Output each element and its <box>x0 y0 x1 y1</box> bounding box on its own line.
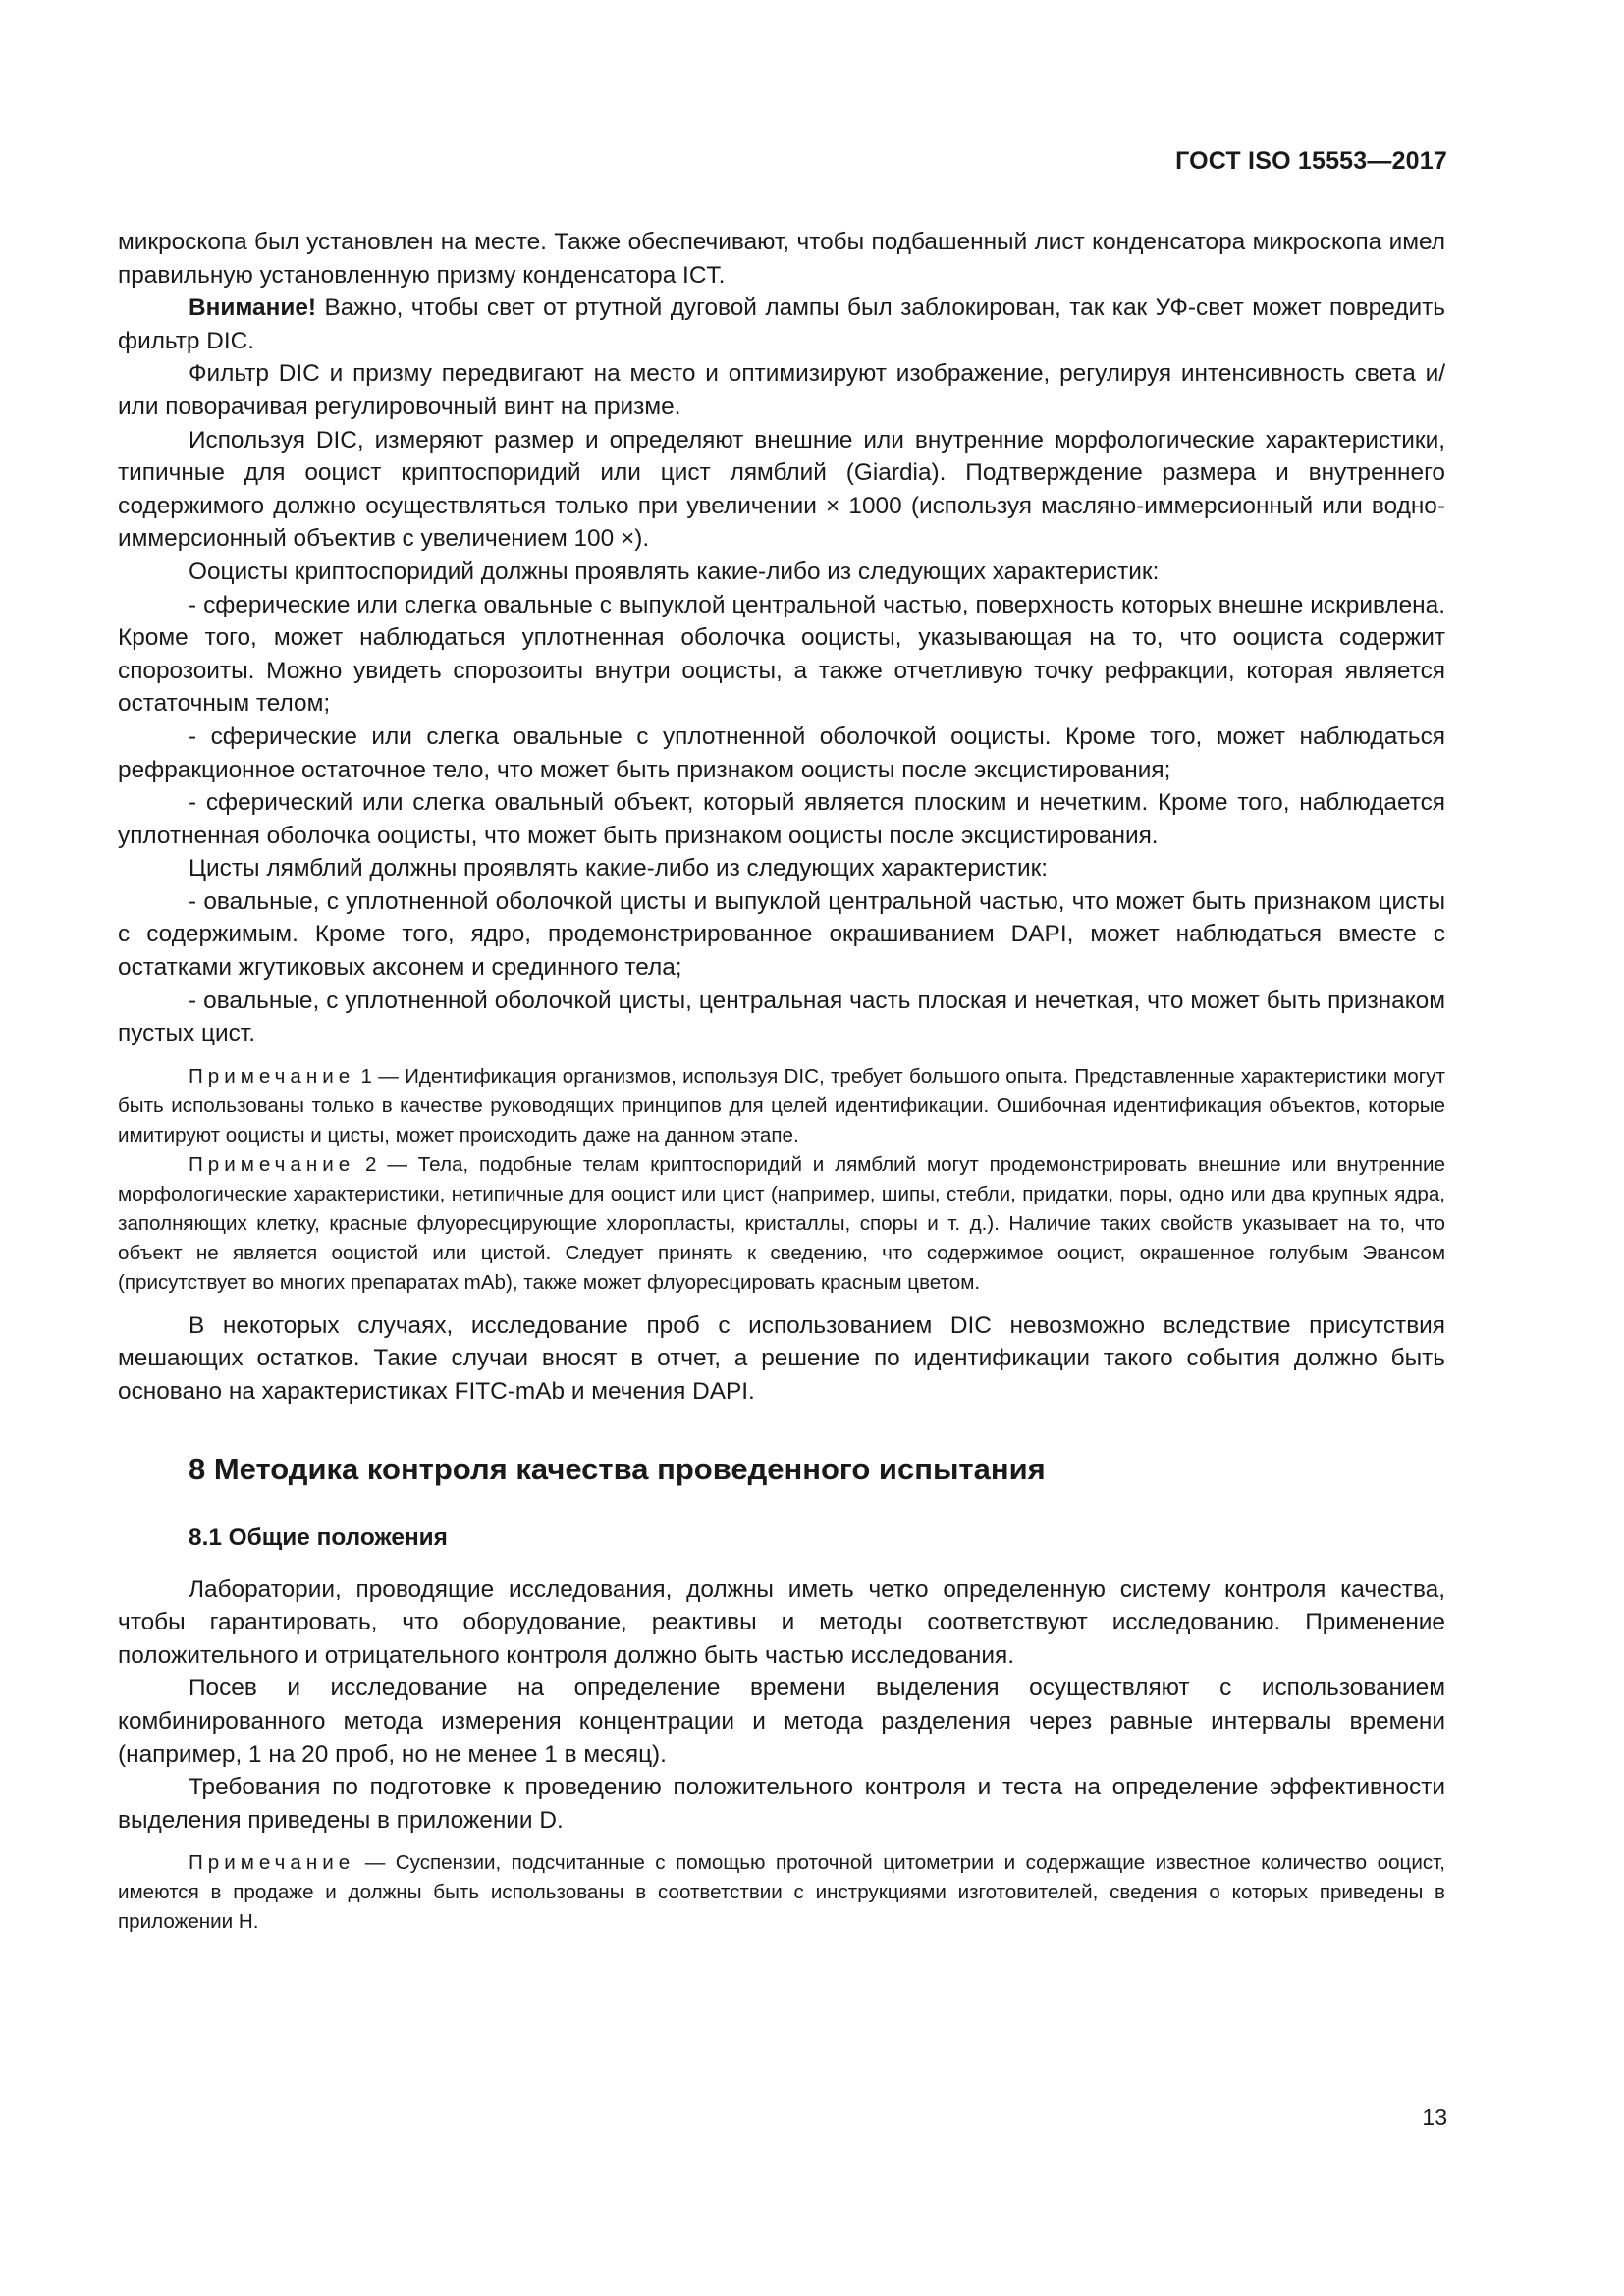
note-suspensions-label: Примечание <box>189 1851 355 1875</box>
page-content <box>118 226 1445 1937</box>
paragraph-cyst-intro: Цисты лямблий должны проявлять какие-либо из следующих характеристик: <box>189 855 1049 882</box>
list-item-oocyst-3: - сферический или слегка овальный объект, который является плоским и нечетким. Кроме того, наблюдается уплотненная оболочка ооцисты, что может быть признаком ооцисты после эксцистирования. <box>118 789 1445 849</box>
note-2-text: 2 — Тела, подобные телам криптоспоридий и лямблий могут продемонстрировать внешние или внутренние морфологические характеристики, нетипичные для ооцист или цист (например, шипы, стебли, придатки, поры, одно или два крупных ядра, заполняющих клетку, красные флуоресцирующие хлоропласты, кристаллы, споры и т. д.). Наличие таких свойств указывает на то, что объект не является ооцистой или цистой. Следует принять к сведению, что содержимое ооцист, окрашенное голубым Эвансом (присутствует во многих препаратах mAb), также может флуоресцировать красным цветом. <box>118 1152 1445 1294</box>
section-8-title: 8 Методика контроля качества проведенного испытания <box>189 1451 1046 1486</box>
list-item-cyst-1: - овальные, с уплотненной оболочкой цисты и выпуклой центральной частью, что может быть признаком цисты с содержимым. Кроме того, ядро, продемонстрированное окрашиванием DAPI, может наблюдаться вместе с остатками жгутиковых аксонем и срединного тела; <box>118 887 1445 982</box>
paragraph-labs: Лаборатории, проводящие исследования, должны иметь четко определенную систему контроля качества, чтобы гарантировать, что оборудование, реактивы и методы соответствуют исследованию. Применение положительного и отрицательного контроля должно быть частью исследования. <box>118 1575 1445 1669</box>
note-1 <box>118 1062 1445 1150</box>
list-item-oocyst-1: - сферические или слегка овальные с выпуклой центральной частью, поверхность которых внешне искривлена. Кроме того, может наблюдаться уплотненная оболочка ооцисты, указывающая на то, что ооциста содержит спорозоиты. Можно увидеть спорозоиты внутри ооцисты, а также отчетливую точку рефракции, которая является остаточным телом; <box>118 591 1445 718</box>
note-2-label: Примечание <box>189 1152 355 1176</box>
note-suspensions-text: — Суспензии, подсчитанные с помощью проточной цитометрии и содержащие известное количество ооцист, имеются в продаже и должны быть использованы в соответствии с инструкциями изготовителей, сведения о которых приведены в приложении H. <box>118 1851 1445 1934</box>
warning-label: Внимание! <box>189 294 317 322</box>
paragraph-dic-measure: Используя DIC, измеряют размер и определяют внешние или внутренние морфологические характеристики, типичные для ооцист криптоспоридий или цист лямблий (Giardia). Подтверждение размера и внутреннего содержимого должно осуществляться только при увеличении × 1000 (используя масляно-иммерсионный или водно-иммерсионный объектив с увеличением 100 ×). <box>118 426 1445 553</box>
warning-text: Важно, чтобы свет от ртутной дуговой лампы был заблокирован, так как УФ-свет может повредить фильтр DIC. <box>118 294 1445 354</box>
document-code: ГОСТ ISO 15553—2017 <box>1175 147 1447 175</box>
subsection-8-1-title: 8.1 Общие положения <box>189 1523 448 1551</box>
list-item-oocyst-2: - сферические или слегка овальные с уплотненной оболочкой ооцисты. Кроме того, может наблюдаться рефракционное остаточное тело, что может быть признаком ооцисты после эксцистирования; <box>118 722 1445 783</box>
note-2 <box>118 1150 1445 1298</box>
page-number: 13 <box>1422 2105 1447 2130</box>
paragraph-oocyst-intro: Ооцисты криптоспоридий должны проявлять какие-либо из следующих характеристик: <box>189 558 1160 585</box>
note-suspensions <box>118 1848 1445 1937</box>
list-item-cyst-2: - овальные, с уплотненной оболочкой цисты, центральная часть плоская и нечеткая, что может быть признаком пустых цист. <box>118 987 1445 1047</box>
paragraph-seeding: Посев и исследование на определение времени выделения осуществляют с использованием комбинированного метода измерения концентрации и метода разделения через равные интервалы времени (например, 1 на 20 проб, но не менее 1 в месяц). <box>118 1675 1445 1768</box>
note-1-label: Примечание <box>189 1064 355 1088</box>
paragraph-dic-impossible: В некоторых случаях, исследование проб с использованием DIC невозможно вследствие присутствия мешающих остатков. Такие случаи вносят в отчет, а решение по идентификации такого события должно быть основано на характеристиках FITC-mAb и мечения DAPI. <box>118 1311 1445 1406</box>
paragraph-warning <box>118 292 1445 357</box>
paragraph-microscope: микроскопа был установлен на месте. Также обеспечивают, чтобы подбашенный лист конденсатора микроскопа имел правильную установленную призму конденсатора ICT. <box>118 229 1445 289</box>
paragraph-dic-filter: Фильтр DIC и призму передвигают на место и оптимизируют изображение, регулируя интенсивность света и/или поворачивая регулировочный винт на призме. <box>118 360 1445 420</box>
note-1-text: 1 — Идентификация организмов, используя DIC, требует большого опыта. Представленные характеристики могут быть использованы только в качестве руководящих принципов для целей идентификации. Ошибочная идентификация объектов, которые имитируют ооцисты и цисты, может происходить даже на данном этапе. <box>118 1064 1445 1147</box>
paragraph-requirements: Требования по подготовке к проведению положительного контроля и теста на определение эффективности выделения приведены в приложении D. <box>118 1774 1445 1834</box>
